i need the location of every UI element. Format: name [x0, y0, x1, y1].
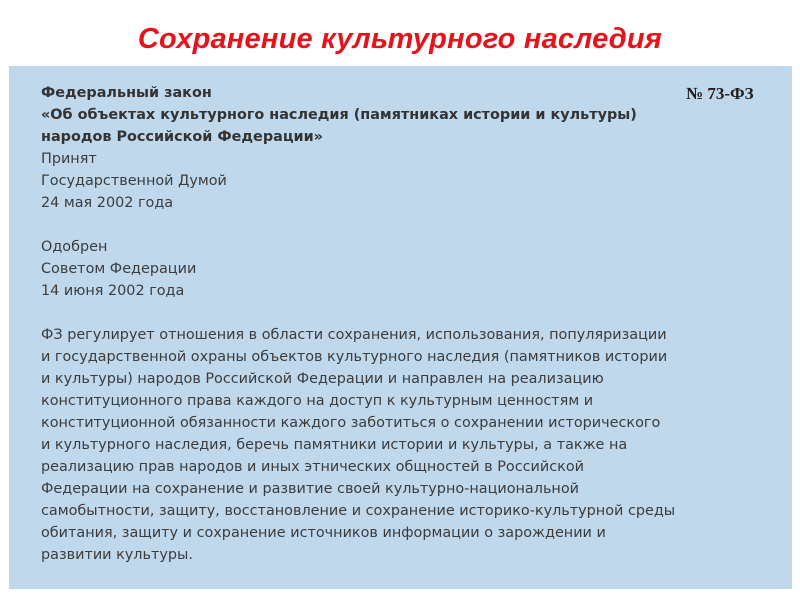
description-line: ФЗ регулирует отношения в области сохранения, использования, популяризации [41, 327, 667, 343]
description-line: развитии культуры. [41, 547, 193, 563]
approved-info [41, 236, 196, 302]
description-line: и культуры) народов Российской Федерации и направлен на реализацию [41, 371, 604, 387]
description-line: конституционной обязанности каждого заботиться о сохранении исторического [41, 415, 661, 431]
approved-line: Одобрен [41, 239, 108, 255]
description-line: самобытности, защиту, восстановление и сохранение историко-культурной среды [41, 503, 676, 519]
law-description [41, 324, 675, 566]
adopted-line: 24 мая 2002 года [41, 195, 174, 211]
adopted-line: Принят [41, 151, 97, 167]
adopted-line: Государственной Думой [41, 173, 227, 189]
adopted-info [41, 148, 227, 214]
approved-line: Советом Федерации [41, 261, 197, 277]
law-header [41, 82, 637, 148]
law-header-line: народов Российской Федерации» [41, 129, 323, 145]
approved-line: 14 июня 2002 года [41, 283, 185, 299]
description-line: Федерации на сохранение и развитие своей культурно-национальной [41, 481, 579, 497]
slide-title: Сохранение культурного наследия [137, 23, 663, 55]
description-line: реализацию прав народов и иных этнических общностей в Российской [41, 459, 584, 475]
description-line: и культурного наследия, беречь памятники истории и культуры, а также на [41, 437, 628, 453]
law-number: № 73-ФЗ [686, 84, 754, 103]
description-line: конституционного права каждого на доступ к культурным ценностям и [41, 393, 594, 409]
law-header-line: «Об объектах культурного наследия (памятниках истории и культуры) [41, 107, 637, 123]
law-header-line: Федеральный закон [41, 85, 212, 101]
description-line: обитания, защиту и сохранение источников информации о зарождении и [41, 525, 606, 541]
description-line: и государственной охраны объектов культурного наследия (памятников истории [41, 349, 668, 365]
